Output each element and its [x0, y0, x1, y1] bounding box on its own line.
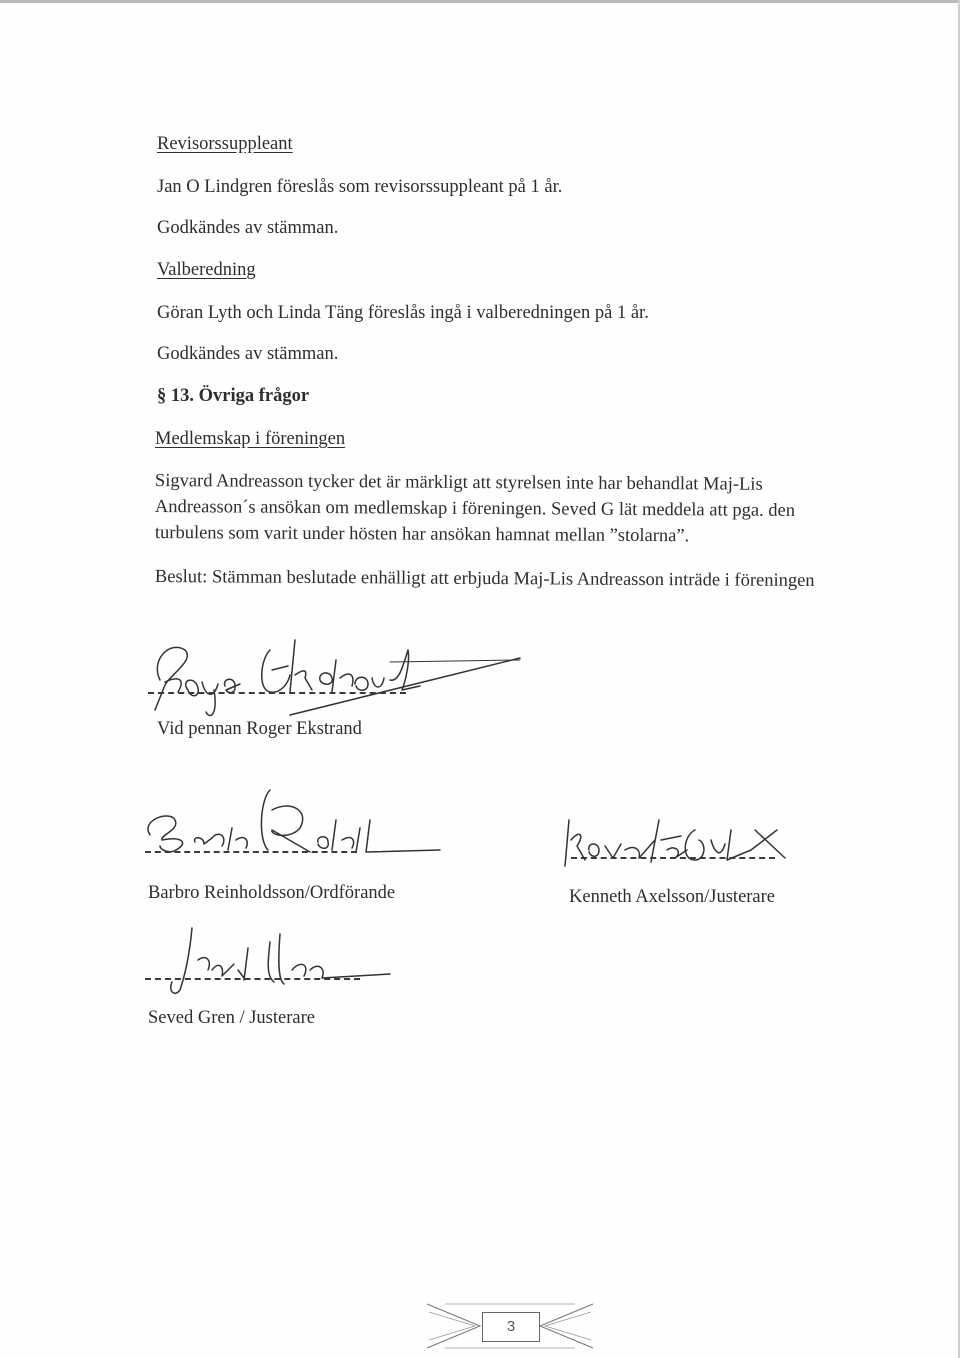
signature-kenneth-axelsson — [555, 800, 795, 870]
paragraph-heading: § 13. Övriga frågor — [157, 386, 310, 406]
scan-edge-top — [0, 0, 960, 3]
signature-line-justerare-2 — [145, 978, 360, 980]
signature-line-justerare-1 — [571, 857, 775, 859]
justerare-2-label: Seved Gren / Justerare — [148, 1008, 315, 1028]
medlemskap-line-2: Andreasson´s ansökan om medlemskap i föreningen. Seved G lät meddela att pga. den — [154, 496, 796, 521]
signature-line-vidpennan — [148, 692, 406, 694]
page-number-ornament — [425, 1300, 595, 1352]
ordforande-label: Barbro Reinholdsson/Ordförande — [148, 883, 396, 903]
medlemskap-line-3: turbulens som varit under hösten har ansökan hamnat mellan ”stolarna”. — [154, 523, 690, 547]
signature-roger-ekstrand — [140, 620, 520, 730]
signature-line-ordforande — [145, 851, 357, 853]
revisor-heading: Revisorssuppleant — [157, 134, 293, 154]
valberedning-approved: Godkändes av stämman. — [157, 344, 339, 364]
page-number: 3 — [482, 1312, 540, 1342]
medlemskap-line-1: Sigvard Andreasson tycker det är märkligt att styrelsen inte har behandlat Maj-Lis — [154, 470, 763, 495]
vidpennan-label: Vid pennan Roger Ekstrand — [157, 719, 362, 739]
signature-seved-gren — [150, 920, 400, 1000]
medlemskap-heading: Medlemskap i föreningen — [155, 429, 346, 449]
signature-barbro-reinholdsson — [140, 780, 440, 860]
valberedning-text: Göran Lyth och Linda Täng föreslås ingå i valberedningen på 1 år. — [157, 303, 649, 323]
revisor-text: Jan O Lindgren föreslås som revisorssuppleant på 1 år. — [157, 177, 563, 197]
revisor-approved: Godkändes av stämman. — [157, 218, 339, 238]
justerare-1-label: Kenneth Axelsson/Justerare — [569, 887, 776, 907]
beslut-text: Beslut: Stämman beslutade enhälligt att erbjuda Maj-Lis Andreasson inträde i föreningen — [154, 567, 815, 592]
valberedning-heading: Valberedning — [157, 260, 256, 280]
